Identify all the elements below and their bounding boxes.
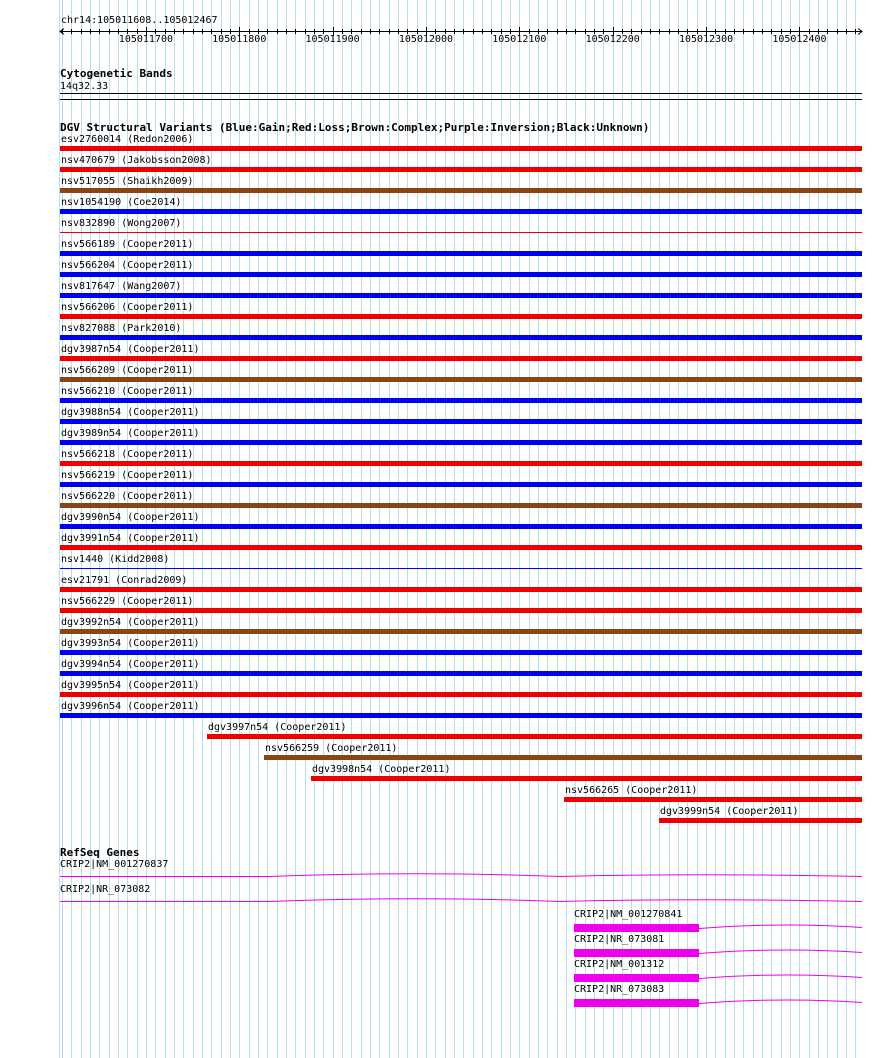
intron-line: [699, 925, 862, 929]
dgv-track-title: DGV Structural Variants (Blue:Gain;Red:Loss;Brown:Complex;Purple:Inversion;Black:Unknown): [60, 121, 650, 134]
variant-bar-gain[interactable]: [60, 419, 862, 424]
variant-bar-complex[interactable]: [60, 377, 862, 382]
variant-label[interactable]: nsv832890 (Wong2007): [61, 218, 182, 229]
variant-label[interactable]: dgv3992n54 (Cooper2011): [61, 617, 200, 628]
variant-bar-loss[interactable]: [60, 692, 862, 697]
region-label: chr14:105011608..105012467: [61, 15, 218, 26]
exon-block: [574, 949, 699, 957]
intron-line: [60, 874, 862, 877]
variant-label[interactable]: nsv566209 (Cooper2011): [61, 365, 194, 376]
variant-label[interactable]: nsv1440 (Kidd2008): [61, 554, 170, 565]
gene-label[interactable]: CRIP2|NR_073081: [574, 934, 665, 945]
cytoband-label[interactable]: 14q32.33: [60, 81, 109, 92]
ruler-tick-label: 105012000: [398, 34, 454, 45]
gene-label[interactable]: CRIP2|NR_073083: [574, 984, 665, 995]
variant-label[interactable]: nsv566259 (Cooper2011): [265, 743, 398, 754]
exon-block: [574, 974, 699, 982]
gene-model[interactable]: [0, 992, 890, 1022]
variant-bar-loss[interactable]: [60, 314, 862, 319]
variant-label[interactable]: dgv3989n54 (Cooper2011): [61, 428, 200, 439]
variant-label[interactable]: nsv566210 (Cooper2011): [61, 386, 194, 397]
variant-label[interactable]: dgv3990n54 (Cooper2011): [61, 512, 200, 523]
ruler-tick-label: 105012100: [492, 34, 547, 45]
variant-label[interactable]: dgv3996n54 (Cooper2011): [61, 701, 200, 712]
variant-bar-complex[interactable]: [60, 188, 862, 193]
variant-bar-gain[interactable]: [60, 650, 862, 655]
gene-label[interactable]: CRIP2|NM_001270837: [60, 859, 169, 870]
variant-bar-gain[interactable]: [60, 671, 862, 676]
variant-bar-complex[interactable]: [264, 755, 862, 760]
variant-bar-gain[interactable]: [60, 568, 862, 569]
ruler-tick-label: 105012200: [585, 34, 640, 45]
variant-label[interactable]: nsv566218 (Cooper2011): [61, 449, 194, 460]
variant-bar-gain[interactable]: [60, 335, 862, 340]
variant-bar-gain[interactable]: [60, 440, 862, 445]
variant-label[interactable]: nsv1054190 (Coe2014): [61, 197, 182, 208]
cytoband-line-bottom: [60, 99, 862, 100]
gene-label[interactable]: CRIP2|NM_001270841: [574, 909, 683, 920]
ruler-tick-label: 105012400: [772, 34, 827, 45]
ruler-tick-label: 105011700: [118, 34, 173, 45]
variant-label[interactable]: nsv566220 (Cooper2011): [61, 491, 194, 502]
cytoband-line-top: [60, 93, 862, 94]
variant-bar-gain[interactable]: [60, 209, 862, 214]
variant-label[interactable]: dgv3991n54 (Cooper2011): [61, 533, 200, 544]
variant-label[interactable]: dgv3999n54 (Cooper2011): [660, 806, 799, 817]
cytoband-track-title: Cytogenetic Bands: [60, 67, 173, 80]
variant-label[interactable]: dgv3993n54 (Cooper2011): [61, 638, 200, 649]
variant-label[interactable]: dgv3994n54 (Cooper2011): [61, 659, 200, 670]
variant-bar-loss[interactable]: [60, 356, 862, 361]
refseq-track-title: RefSeq Genes: [60, 846, 140, 859]
variant-bar-loss[interactable]: [60, 146, 862, 151]
variant-bar-loss[interactable]: [60, 545, 862, 550]
variant-bar-gain[interactable]: [60, 251, 862, 256]
ruler-tick-label: 105011800: [212, 34, 267, 45]
ruler-tick-label: 105011900: [305, 34, 360, 45]
ruler-tick-label: 105012300: [678, 34, 734, 45]
variant-label[interactable]: nsv817647 (Wang2007): [61, 281, 182, 292]
variant-label[interactable]: dgv3988n54 (Cooper2011): [61, 407, 200, 418]
variant-label[interactable]: nsv517055 (Shaikh2009): [61, 176, 194, 187]
variant-label[interactable]: nsv566189 (Cooper2011): [61, 239, 194, 250]
gene-label[interactable]: CRIP2|NM_001312: [574, 959, 665, 970]
variant-bar-gain[interactable]: [60, 293, 862, 298]
variant-label[interactable]: nsv827088 (Park2010): [61, 323, 182, 334]
variant-bar-complex[interactable]: [60, 629, 862, 634]
intron-line: [60, 899, 862, 902]
variant-label[interactable]: nsv470679 (Jakobsson2008): [61, 155, 212, 166]
variant-label[interactable]: nsv566229 (Cooper2011): [61, 596, 194, 607]
variant-label[interactable]: nsv566206 (Cooper2011): [61, 302, 194, 313]
variant-label[interactable]: dgv3997n54 (Cooper2011): [208, 722, 347, 733]
variant-label[interactable]: esv2760014 (Redon2006): [61, 134, 194, 145]
variant-bar-gain[interactable]: [60, 713, 862, 718]
variant-bar-loss[interactable]: [60, 587, 862, 592]
exon-block: [574, 999, 699, 1007]
intron-line: [699, 1000, 862, 1004]
variant-label[interactable]: dgv3987n54 (Cooper2011): [61, 344, 200, 355]
variant-bar-gain[interactable]: [60, 398, 862, 403]
variant-bar-loss[interactable]: [60, 608, 862, 613]
exon-block: [574, 924, 699, 932]
variant-bar-loss[interactable]: [311, 776, 862, 781]
variant-bar-loss[interactable]: [207, 734, 862, 739]
variant-bar-loss[interactable]: [60, 232, 862, 233]
variant-bar-gain[interactable]: [60, 482, 862, 487]
variant-label[interactable]: dgv3995n54 (Cooper2011): [61, 680, 200, 691]
variant-bar-loss[interactable]: [60, 167, 862, 172]
gene-label[interactable]: CRIP2|NR_073082: [60, 884, 151, 895]
variant-bar-gain[interactable]: [60, 524, 862, 529]
variant-label[interactable]: nsv566265 (Cooper2011): [565, 785, 698, 796]
variant-bar-complex[interactable]: [60, 503, 862, 508]
intron-line: [699, 950, 862, 954]
variant-bar-gain[interactable]: [60, 272, 862, 277]
variant-label[interactable]: dgv3998n54 (Cooper2011): [312, 764, 451, 775]
variant-bar-loss[interactable]: [564, 797, 862, 802]
variant-bar-loss[interactable]: [659, 818, 862, 823]
variant-label[interactable]: esv21791 (Conrad2009): [61, 575, 188, 586]
variant-label[interactable]: nsv566219 (Cooper2011): [61, 470, 194, 481]
variant-bar-loss[interactable]: [60, 461, 862, 466]
coordinate-ruler[interactable]: [0, 0, 890, 60]
intron-line: [699, 975, 862, 979]
variant-label[interactable]: nsv566204 (Cooper2011): [61, 260, 194, 271]
